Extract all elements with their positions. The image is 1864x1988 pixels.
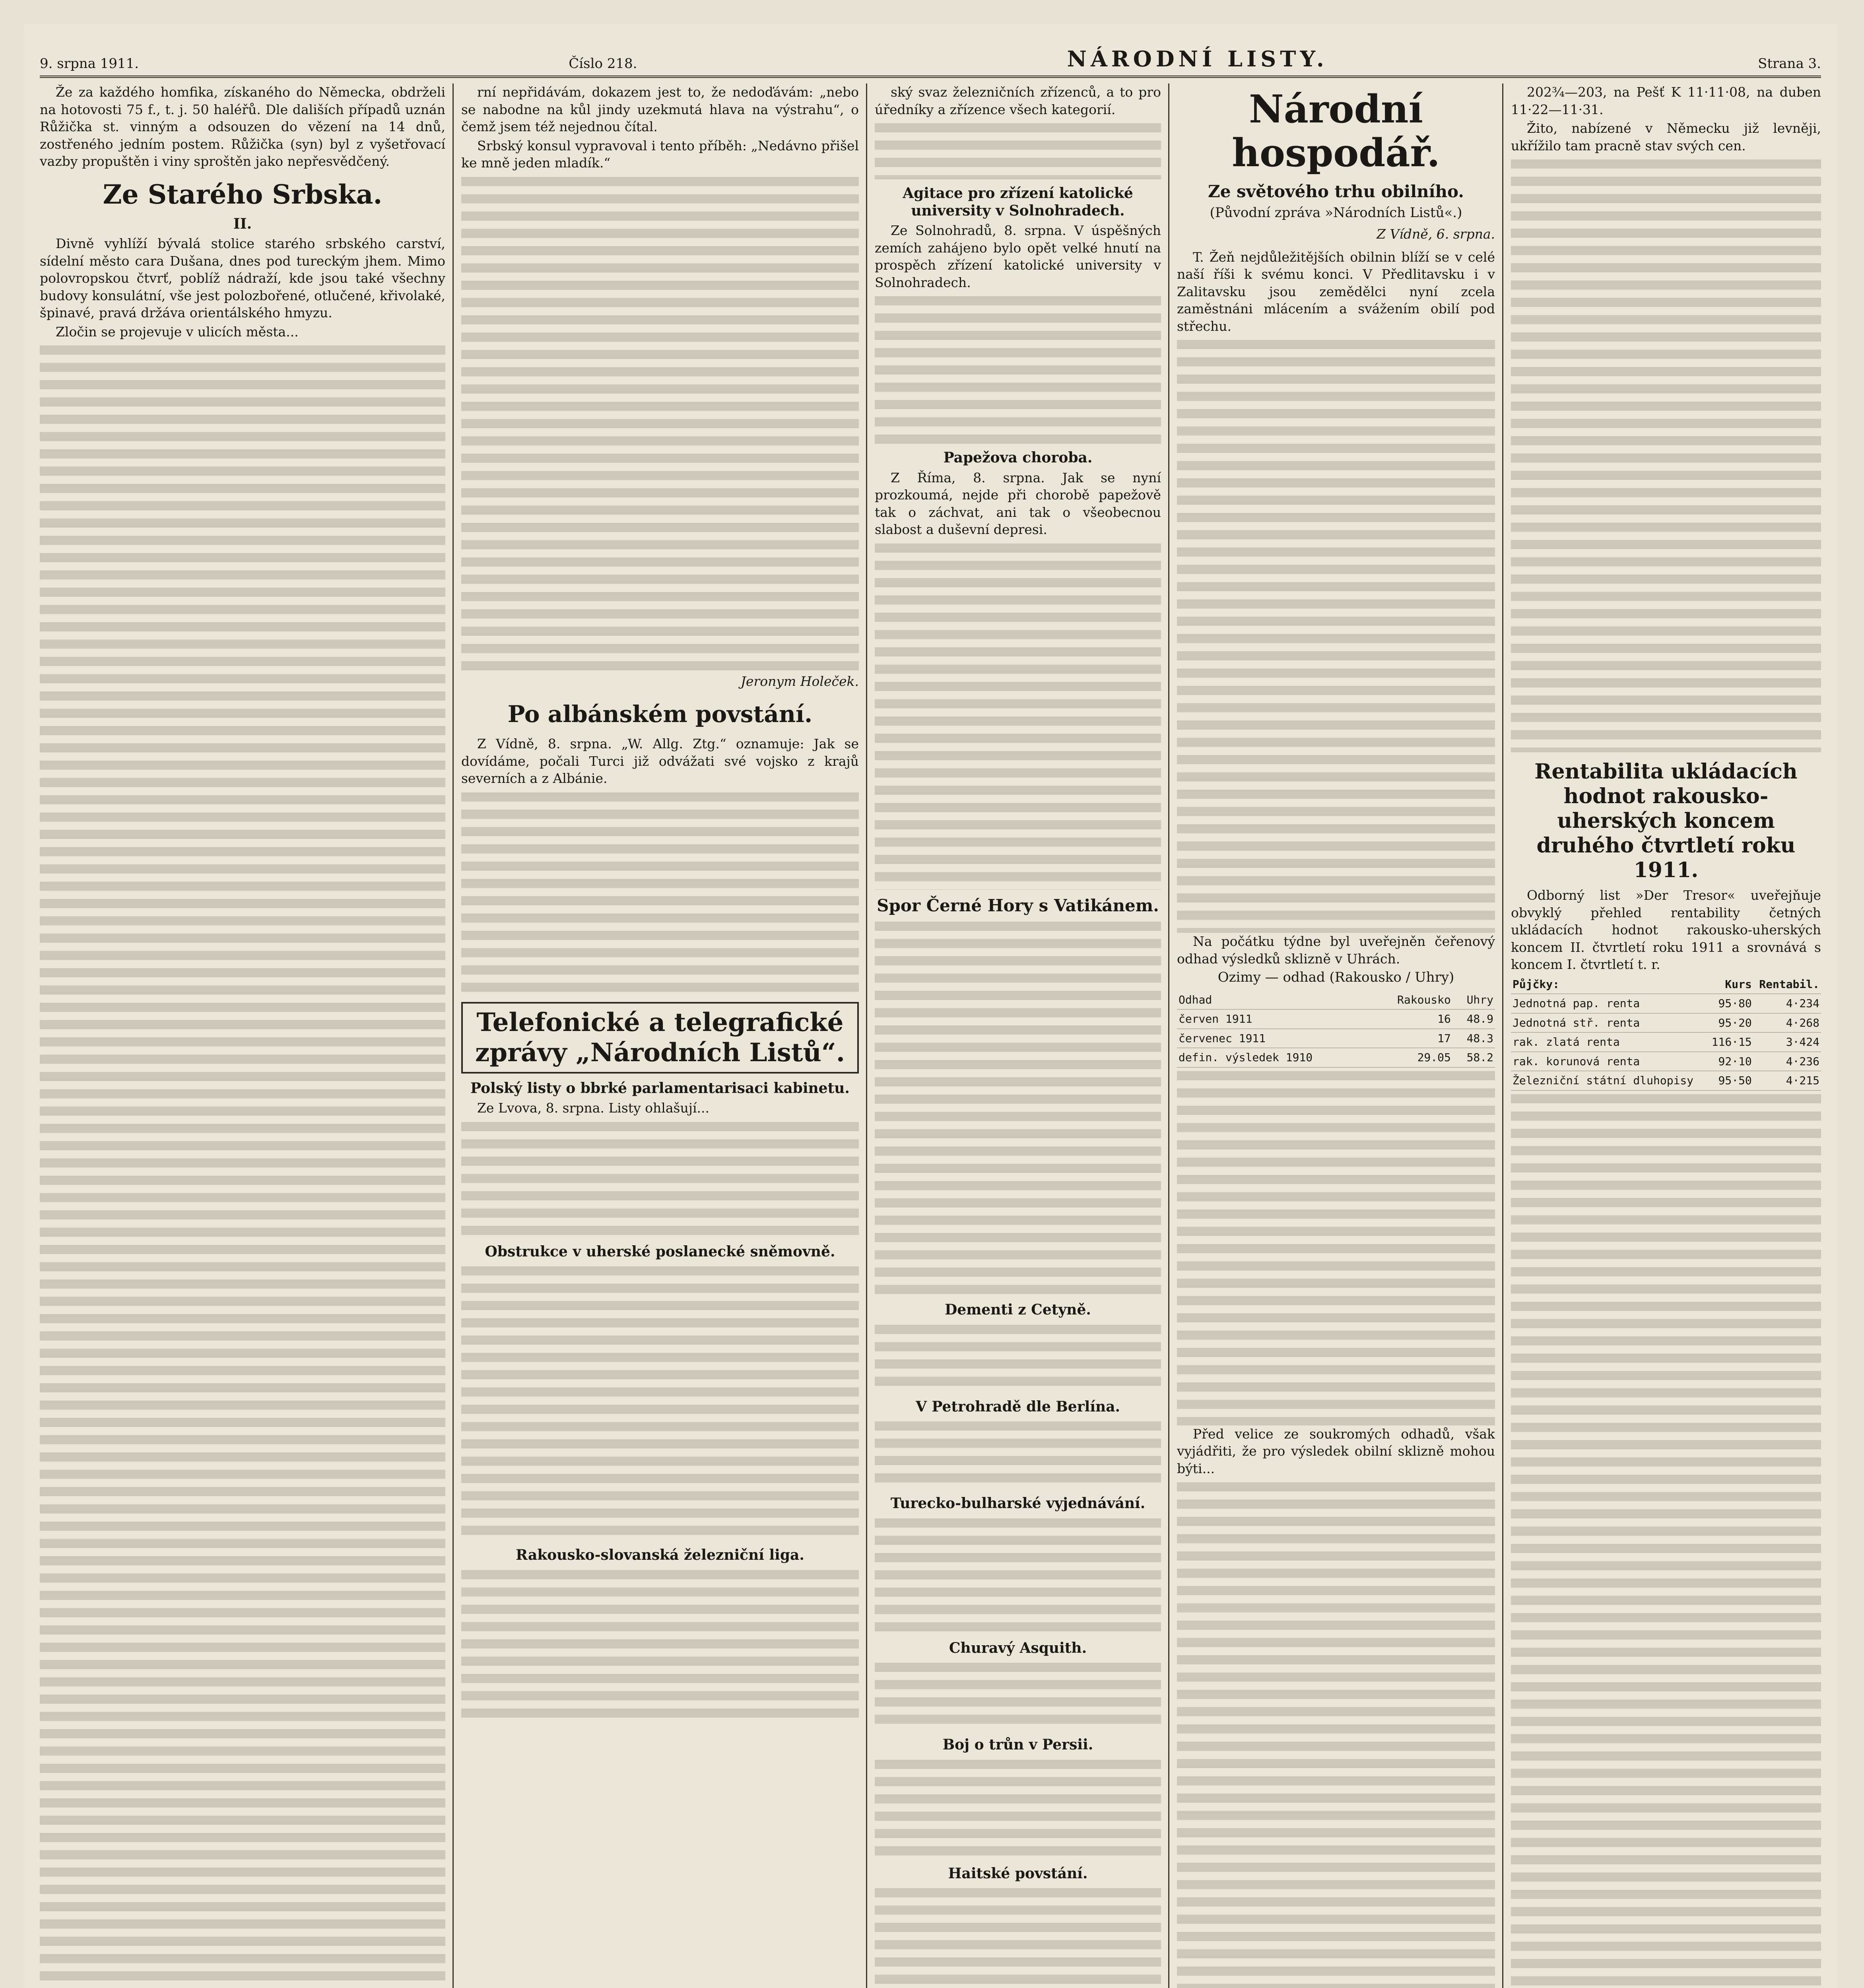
harvest-row bbox=[1177, 1029, 1495, 1048]
col2-obstrukce-body bbox=[461, 1263, 859, 1541]
table-cell: 16 bbox=[1372, 1010, 1452, 1029]
column-4 bbox=[1177, 83, 1495, 1988]
col4-table-region bbox=[1177, 1068, 1495, 1425]
col5-paragraph-3: Odborný list »Der Tresor« uveřejňuje obvyklý přehled rentability četných ukládacích hodnot rakousko-uherských koncem II. čtvrtletí roku 1911 a srovnává s koncem I. čtvrtletí t. r. bbox=[1511, 887, 1821, 972]
article-dateline: Z Vídně, 6. srpna. bbox=[1377, 226, 1495, 242]
article-title-stare-srbsko: Ze Starého Srbska. bbox=[103, 179, 383, 210]
col3-papez-body bbox=[875, 540, 1161, 890]
subhead-papez: Papežova choroba. bbox=[943, 449, 1093, 466]
table-cell: 4·268 bbox=[1753, 1013, 1821, 1033]
col5-table-body bbox=[1511, 1091, 1821, 1988]
rentability-row bbox=[1511, 1052, 1821, 1071]
author-signature: Jeronym Holeček. bbox=[740, 673, 859, 689]
rentability-row bbox=[1511, 1033, 1821, 1052]
table-cell: 4·236 bbox=[1753, 1052, 1821, 1071]
table-cell: 3·424 bbox=[1753, 1033, 1821, 1052]
col4-paragraph-1: T. Žeň nejdůležitějších obilnin blíží se v celé naší říši k svému konci. V Předlitavsku i v Zalitavsku jsou zemědělci nyní zcela zaměstnáni mlácením a svážením obilí pod střechu. bbox=[1177, 249, 1495, 334]
column-1 bbox=[40, 83, 445, 1988]
col2-albania-body bbox=[461, 789, 859, 996]
col2-zeleznice-body bbox=[461, 1567, 859, 1726]
header-issue: Číslo 218. bbox=[569, 56, 637, 72]
table-cell: defin. výsledek 1910 bbox=[1177, 1048, 1372, 1068]
harvest-row bbox=[1177, 1010, 1495, 1029]
column-rule bbox=[452, 83, 454, 1988]
table-header-cell: Rentabil. bbox=[1753, 975, 1821, 994]
col4-paragraph-2: Na počátku týdne byl uveřejněn čeřenový odhad výsledků sklizně v Uhrách. bbox=[1177, 934, 1495, 967]
table-cell: rak. korunová renta bbox=[1511, 1052, 1707, 1071]
col2-paragraph-3: Z Vídně, 8. srpna. „W. Allg. Ztg.“ oznamuje: Jak se dovídáme, počali Turci již odvážati své vojsko z krajů severních a z Albánie. bbox=[461, 736, 859, 786]
subhead-asquith: Churavý Asquith. bbox=[949, 1639, 1087, 1656]
col3-paragraph-2: Ze Solnohradů, 8. srpna. V úspěšných zemích zahájeno bylo opět velké hnutí na prospěch zřízení katolické university v Solnohradech. bbox=[875, 223, 1161, 290]
col3-dementi-body bbox=[875, 1321, 1161, 1393]
table-cell: 95·50 bbox=[1707, 1071, 1753, 1091]
col5-paragraph-1: 202¾—203, na Pešť K 11·11·08, na duben 11·22—11·31. bbox=[1511, 84, 1821, 117]
subhead-obstrukce: Obstrukce v uherské poslanecké sněmovně. bbox=[485, 1243, 835, 1260]
table-cell: 48.3 bbox=[1452, 1029, 1495, 1048]
column-rule bbox=[866, 83, 867, 1988]
column-rule bbox=[1502, 83, 1503, 1988]
article-title-obilni-trh: Ze světového trhu obilního. bbox=[1208, 182, 1464, 201]
col5-text-body bbox=[1511, 156, 1821, 752]
table-cell: Odhad bbox=[1177, 990, 1372, 1010]
col2-paragraph-1: rní nepřidávám, dokazem jest to, že nedoďávám: „nebo se nabodne na kůl jindy uzekmutá hlava na výstrahu“, o čemž jsem též nejednou čítal. bbox=[461, 84, 859, 134]
col5-paragraph-2: Žito, nabízené v Německu již levněji, ukřížilo tam pracně stav svých cen. bbox=[1511, 120, 1821, 153]
article-title-rentabilita: Rentabilita ukládacích hodnot rakousko-uherských koncem druhého čtvrtletí roku 1911. bbox=[1534, 759, 1798, 882]
rentability-row bbox=[1511, 1071, 1821, 1091]
table-cell: Jednotná stř. renta bbox=[1511, 1013, 1707, 1033]
col3-paragraph-3: Z Říma, 8. srpna. Jak se nyní prozkoumá, nejde při chorobě papežově tak o záchvat, ani tak o všeobecnou slabost a duševní depresi. bbox=[875, 470, 1161, 537]
col3-text-body bbox=[875, 120, 1161, 179]
table-header-cell: Půjčky: bbox=[1511, 975, 1707, 994]
col3-haiti-body bbox=[875, 1885, 1161, 1988]
column-rule bbox=[1168, 83, 1169, 1988]
table-cell: 48.9 bbox=[1452, 1010, 1495, 1029]
col4-text-body-2 bbox=[1177, 1479, 1495, 1988]
rentability-row bbox=[1511, 1013, 1821, 1033]
table-cell: Železniční státní dluhopisy bbox=[1511, 1071, 1707, 1091]
article-title-albanie: Po albánském povstání. bbox=[507, 701, 813, 728]
col2-paragraph-4: Ze Lvova, 8. srpna. Listy ohlašují... bbox=[477, 1100, 709, 1116]
col3-persie-body bbox=[875, 1756, 1161, 1860]
table-cell: červenec 1911 bbox=[1177, 1029, 1372, 1048]
col1-paragraph-1: Divně vyhlíží bývalá stolice starého srbského carství, sídelní město cara Dušana, dnes pod tureckým jhem. Mimo polovropskou čtvrť, poblíž nádraží, kde jsou také všechny budovy konsulátní, vše jest polozbořené, otlučené, křivolaké, špinavé, pravá držáva orientálského hmyzu. bbox=[40, 236, 445, 320]
masthead: NÁRODNÍ LISTY. bbox=[1067, 46, 1328, 72]
col3-agitace-body bbox=[875, 293, 1161, 444]
harvest-row bbox=[1177, 1048, 1495, 1068]
table-cell: 29.05 bbox=[1372, 1048, 1452, 1068]
col3-asquith-body bbox=[875, 1659, 1161, 1731]
table-cell: 95·20 bbox=[1707, 1013, 1753, 1033]
subhead-persie: Boj o trůn v Persii. bbox=[942, 1736, 1093, 1753]
table-cell: 116·15 bbox=[1707, 1033, 1753, 1052]
harvest-row bbox=[1177, 990, 1495, 1010]
col4-paragraph-3: Před velice ze soukromých odhadů, však vyjádřiti, že pro výsledek obilní sklizně mohou býti... bbox=[1177, 1426, 1495, 1476]
header-page-number: Strana 3. bbox=[1758, 56, 1821, 72]
subhead-dementi: Dementi z Cetyně. bbox=[945, 1301, 1091, 1318]
col1-paragraph-2: Zločin se projevuje v ulicích města... bbox=[56, 324, 299, 340]
col3-paragraph-1: ský svaz železničních zřízenců, a to pro úředníky a zřízence všech kategorií. bbox=[875, 84, 1161, 117]
column-3 bbox=[875, 83, 1161, 1988]
table-cell: červen 1911 bbox=[1177, 1010, 1372, 1029]
article-part: II. bbox=[233, 215, 252, 232]
col2-paragraph-2: Srbský konsul vypravoval i tento příběh: „Nedávno přišel ke mně jeden mladík.“ bbox=[461, 138, 859, 171]
section-title-hospodar: Národní hospodář. bbox=[1232, 87, 1440, 175]
table-header-cell: Kurs bbox=[1707, 975, 1753, 994]
section-title-telegrams: Telefonické a telegrafické zprávy „Národních Listů“. bbox=[461, 1002, 859, 1074]
col3-turecko-body bbox=[875, 1515, 1161, 1634]
col1-intro: Že za každého homfika, získaného do Německa, obdrželi na hotovosti 75 f., t. j. 50 haléřů. Dle dališích případů uznán Růžička st. vinným a odsouzen do vězení na 14 dnů, zostřeného jedním postem. Růžička (syn) byl z vyšetřovací vazby propuštěn i viny sproštěn jako nepřesvědčený. bbox=[40, 84, 445, 169]
harvest-table-caption: Ozimy — odhad (Rakousko / Uhry) bbox=[1217, 969, 1454, 985]
subhead-turecko: Turecko-bulharské vyjednávání. bbox=[890, 1495, 1146, 1512]
table-cell: 4·215 bbox=[1753, 1071, 1821, 1091]
col3-petrohrad-body bbox=[875, 1418, 1161, 1489]
col3-spor-body bbox=[875, 918, 1161, 1296]
table-cell: Jednotná pap. renta bbox=[1511, 994, 1707, 1013]
table-cell: 92·10 bbox=[1707, 1052, 1753, 1071]
rentability-row bbox=[1511, 994, 1821, 1013]
subhead-spor-cerne-hory: Spor Černé Hory s Vatikánem. bbox=[877, 895, 1159, 915]
col2-telegram-body bbox=[461, 1118, 859, 1238]
harvest-table bbox=[1177, 990, 1495, 1068]
col4-text-body bbox=[1177, 336, 1495, 933]
rentability-table bbox=[1511, 975, 1821, 1091]
article-source: (Původní zpráva »Národních Listů«.) bbox=[1210, 204, 1462, 221]
table-cell: Rakousko bbox=[1372, 990, 1452, 1010]
page-header bbox=[40, 40, 1821, 78]
table-cell: rak. zlatá renta bbox=[1511, 1033, 1707, 1052]
column-2 bbox=[461, 83, 859, 1988]
table-cell: 4·234 bbox=[1753, 994, 1821, 1013]
table-cell: Uhry bbox=[1452, 990, 1495, 1010]
col1-text-body bbox=[40, 342, 445, 1988]
table-cell: 95·80 bbox=[1707, 994, 1753, 1013]
subhead-polsky-listy: Polský listy o bbrké parlamentarisaci kabinetu. bbox=[470, 1079, 850, 1097]
table-cell: 58.2 bbox=[1452, 1048, 1495, 1068]
subhead-petrohrad: V Petrohradě dle Berlína. bbox=[915, 1398, 1120, 1415]
subhead-zeleznice: Rakousko-slovanská železniční liga. bbox=[516, 1547, 804, 1563]
subhead-agitace: Agitace pro zřízení katolické university v Solnohradech. bbox=[903, 185, 1133, 219]
table-cell: 17 bbox=[1372, 1029, 1452, 1048]
col2-text-body bbox=[461, 173, 859, 670]
subhead-haiti: Haitské povstání. bbox=[948, 1865, 1088, 1882]
header-date: 9. srpna 1911. bbox=[40, 56, 139, 72]
newspaper-page bbox=[24, 24, 1837, 1988]
column-5 bbox=[1511, 83, 1821, 1988]
